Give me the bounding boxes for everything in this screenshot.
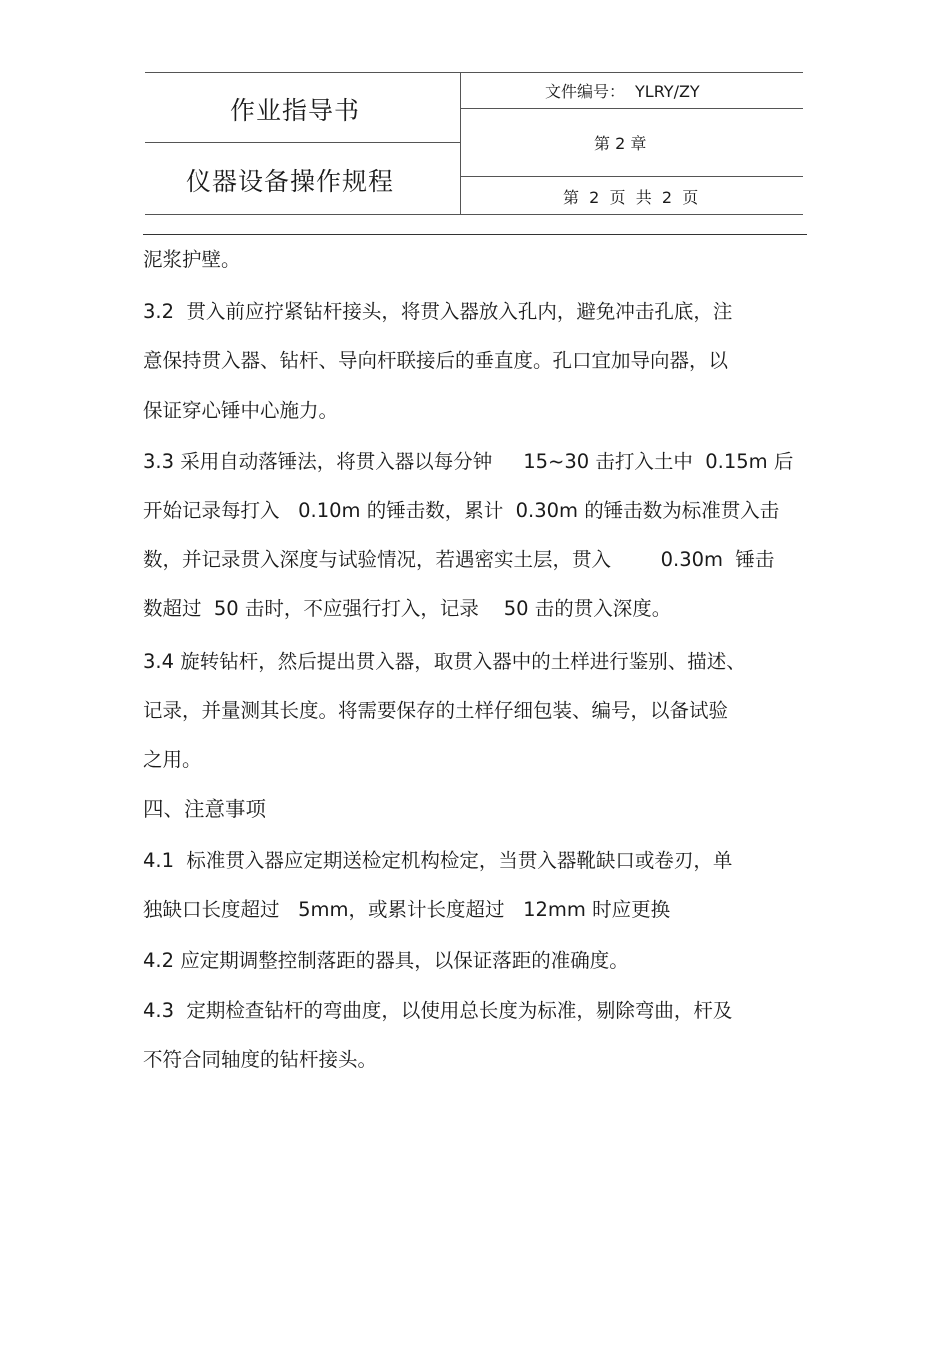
header-right-rule-2	[460, 176, 803, 177]
header-left-middle-rule	[145, 142, 460, 143]
body-line: 独缺口长度超过 5mm，或累计长度超过 12mm 时应更换	[143, 898, 671, 921]
body-line: 记录，并量测其长度。将需要保存的土样仔细包装、编号，以备试验	[143, 699, 729, 722]
header-right-rule-1	[460, 108, 803, 109]
chapter: 第 2 章	[594, 134, 647, 153]
header-top-rule	[145, 72, 803, 73]
body-line: 保证穿心锤中心施力。	[143, 399, 339, 422]
body-line: 意保持贯入器、钻杆、导向杆联接后的垂直度。孔口宜加导向器，以	[143, 349, 729, 372]
body-line: 之用。	[143, 748, 202, 771]
page-info: 第 2 页 共 2 页	[563, 188, 699, 207]
section-heading: 四、注意事项	[143, 797, 266, 821]
body-line: 3.2 贯入前应拧紧钻杆接头，将贯入器放入孔内，避免冲击孔底，注	[143, 300, 733, 323]
body-line: 不符合同轴度的钻杆接头。	[143, 1048, 378, 1071]
page-separator-rule	[143, 234, 807, 235]
body-line: 4.2 应定期调整控制落距的器具，以保证落距的准确度。	[143, 949, 629, 972]
header-divider	[460, 72, 461, 214]
body-line: 泥浆护壁。	[143, 248, 241, 271]
body-line: 数超过 50 击时，不应强行打入，记录 50 击的贯入深度。	[143, 597, 672, 620]
body-line: 3.3 采用自动落锤法，将贯入器以每分钟 15~30 击打入土中 0.15m 后	[143, 450, 794, 473]
body-line: 3.4 旋转钻杆，然后提出贯入器，取贯入器中的土样进行鉴别、描述、	[143, 650, 746, 673]
doc-title: 仪器设备操作规程	[186, 167, 395, 196]
body-line: 4.1 标准贯入器应定期送检定机构检定，当贯入器靴缺口或卷刃，单	[143, 849, 733, 872]
file-number	[545, 79, 700, 102]
header-bottom-rule	[145, 214, 803, 215]
doc-type: 作业指导书	[230, 96, 361, 125]
file-number-label: 文件编号：	[545, 82, 626, 101]
body-line: 开始记录每打入 0.10m 的锤击数，累计 0.30m 的锤击数为标准贯入击	[143, 499, 780, 522]
body-line: 4.3 定期检查钻杆的弯曲度，以使用总长度为标准，剔除弯曲，杆及	[143, 999, 733, 1022]
body-line: 数，并记录贯入深度与试验情况，若遇密实土层，贯入 0.30m 锤击	[143, 548, 775, 571]
file-number-value: YLRY/ZY	[635, 82, 700, 101]
